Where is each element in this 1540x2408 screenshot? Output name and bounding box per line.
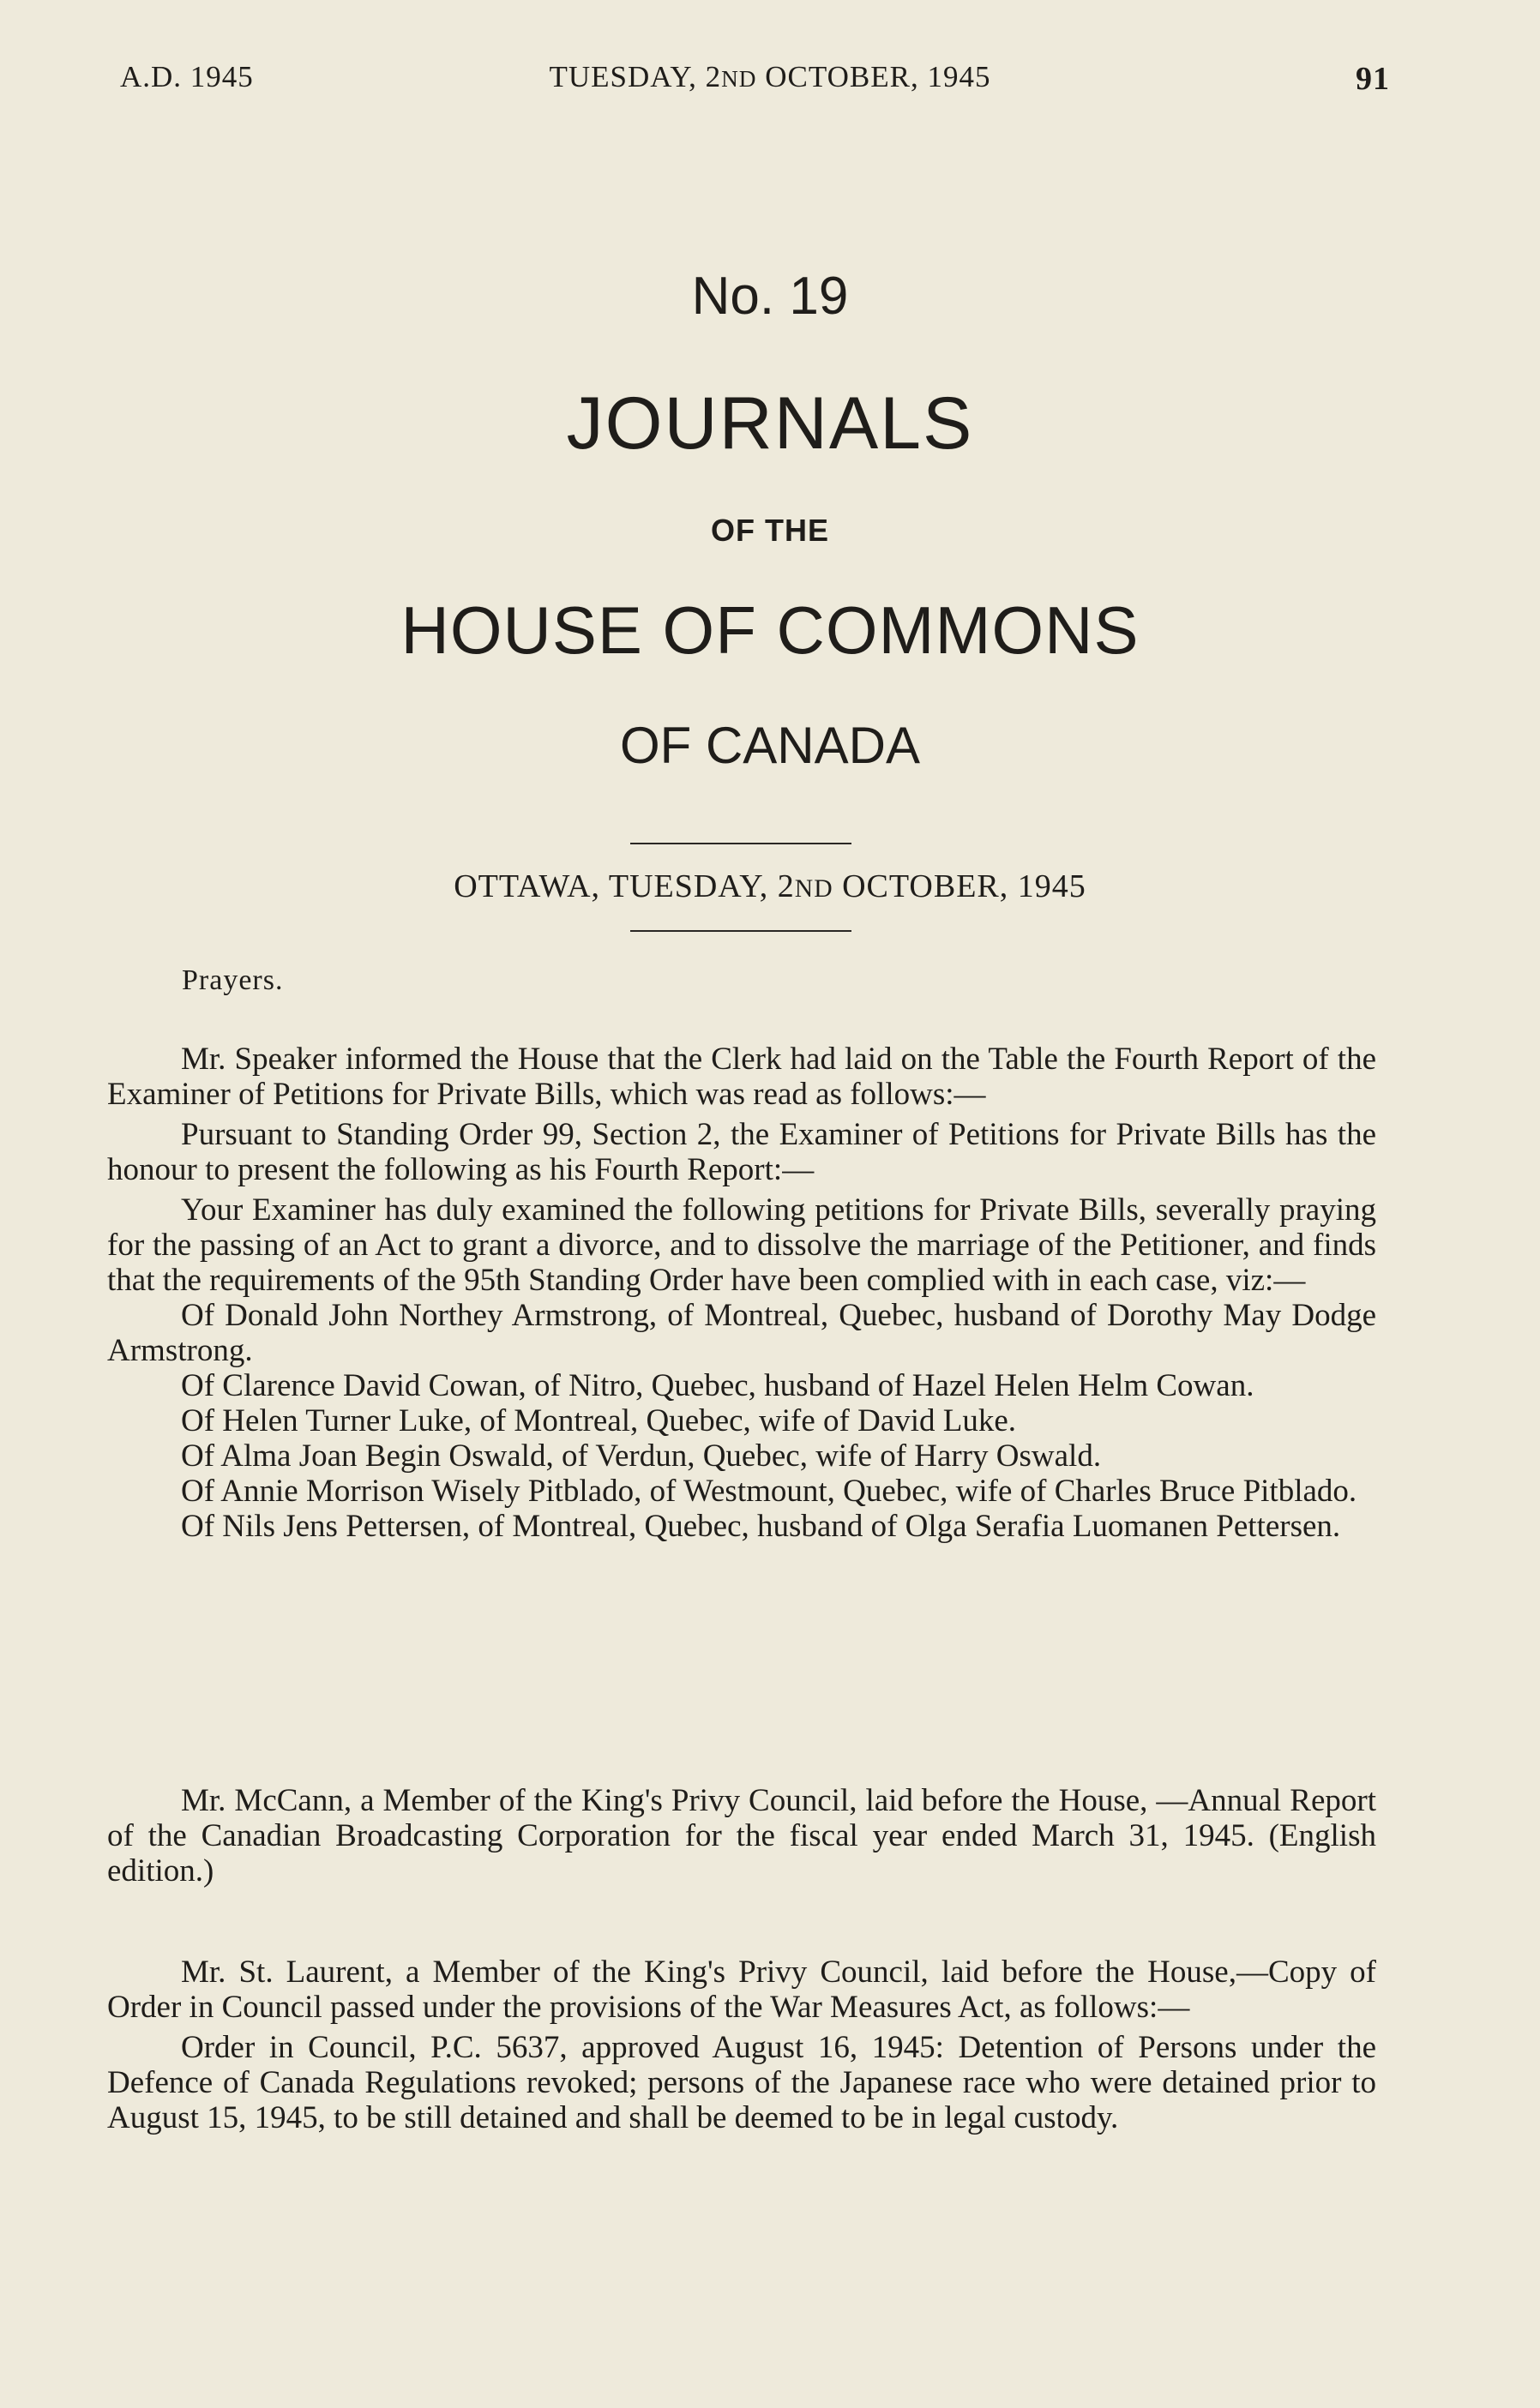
running-head-date-rest: OCTOBER, 1945: [756, 60, 991, 93]
journal-number: No. 19: [691, 267, 849, 326]
prayers-heading: Prayers.: [182, 964, 284, 996]
page-number: 91: [1356, 61, 1390, 97]
title-of-canada: OF CANADA: [619, 717, 921, 774]
paragraph: Your Examiner has duly examined the following petitions for Private Bills, severally praying for the passing of an Act to grant a divorce, and to dissolve the marriage of the Petitioner, and finds that the requirements of the 95th Standing Order have been complied with in each case, viz:—: [107, 1192, 1376, 1298]
paragraph: Mr. Speaker informed the House that the Clerk had laid on the Table the Fourth Report of the Examiner of Petitions for Private Bills, which was read as follows:—: [107, 1042, 1376, 1112]
paragraph: Mr. St. Laurent, a Member of the King's Privy Council, laid before the House,—Copy of Order in Council passed under the provisions of the War Measures Act, as follows:—: [107, 1955, 1376, 2025]
divider-rule-bottom: [630, 930, 851, 932]
dateline: [0, 868, 1540, 905]
title-house-of-commons: HOUSE OF COMMONS: [400, 592, 1140, 668]
paragraph: Mr. McCann, a Member of the King's Privy Council, laid before the House, —Annual Report of the Canadian Broadcasting Corporation for the fiscal year ended March 31, 1945. (English edition.): [107, 1783, 1376, 1889]
section-order-in-council: [107, 1955, 1376, 2135]
paragraph: Order in Council, P.C. 5637, approved August 16, 1945: Detention of Persons under the Defence of Canada Regulations revoked; persons of the Japanese race who were detained prior to August 15, 1945, to be still detained and shall be deemed to be in legal custody.: [107, 2030, 1376, 2135]
paragraph: Pursuant to Standing Order 99, Section 2, the Examiner of Petitions for Private Bills has the honour to present the following as his Fourth Report:—: [107, 1117, 1376, 1187]
section-examiner-report: [107, 1042, 1376, 1544]
divider-rule-top: [630, 843, 851, 844]
petition-item: Of Alma Joan Begin Oswald, of Verdun, Quebec, wife of Harry Oswald.: [181, 1438, 1102, 1474]
dateline-day: OTTAWA, TUESDAY, 2: [454, 868, 795, 904]
petition-item: Of Donald John Northey Armstrong, of Montreal, Quebec, husband of Dorothy May Dodge Armstrong.: [107, 1298, 1376, 1368]
section-cbc-report: [107, 1783, 1376, 1889]
petition-item: Of Nils Jens Pettersen, of Montreal, Quebec, husband of Olga Serafia Luomanen Pettersen.: [181, 1509, 1341, 1544]
running-head-date-day: TUESDAY, 2: [549, 60, 722, 93]
petition-item: Of Clarence David Cowan, of Nitro, Quebec, husband of Hazel Helen Helm Cowan.: [181, 1368, 1254, 1403]
running-head-year: A.D. 1945: [120, 60, 254, 93]
petition-item: Of Helen Turner Luke, of Montreal, Quebec, wife of David Luke.: [181, 1403, 1017, 1438]
title-of-the: OF THE: [711, 513, 829, 548]
petition-item: Of Annie Morrison Wisely Pitblado, of Westmount, Quebec, wife of Charles Bruce Pitblado.: [181, 1474, 1357, 1509]
dateline-ordinal: ND: [794, 875, 833, 903]
title-journals: JOURNALS: [566, 382, 974, 465]
running-head-date-ordinal: ND: [721, 66, 757, 92]
running-head-date: [0, 60, 1540, 94]
dateline-rest: OCTOBER, 1945: [833, 868, 1086, 904]
